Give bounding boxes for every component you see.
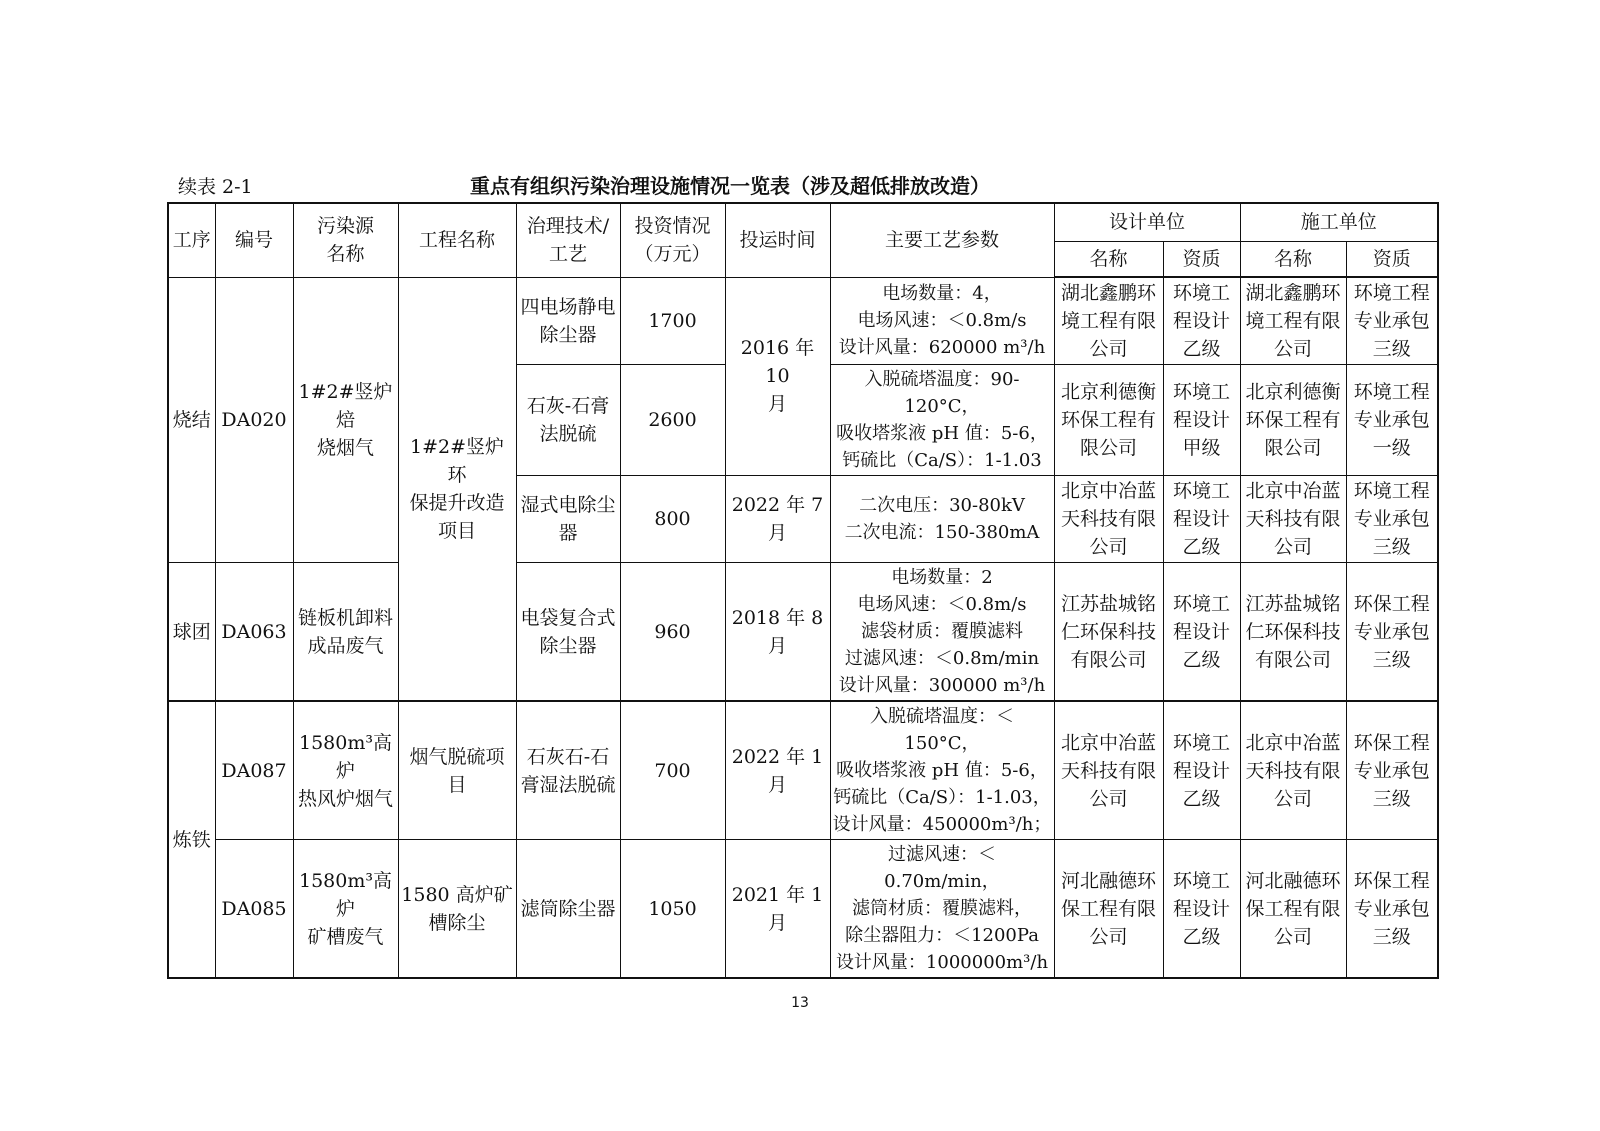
design-qual-cell: 环境工 程设计 乙级 [1163, 563, 1240, 702]
invest-cell: 700 [620, 701, 725, 840]
build-qual-cell: 环境工程 专业承包 一级 [1346, 365, 1438, 476]
code-da087: DA087 [215, 701, 293, 840]
code-da085: DA085 [215, 840, 293, 979]
date-3: 2018 年 8 月 [725, 563, 830, 702]
tech-cell: 石灰石-石 膏湿法脱硫 [516, 701, 620, 840]
invest-cell: 1700 [620, 277, 725, 365]
design-qual-cell: 环境工 程设计 乙级 [1163, 840, 1240, 979]
process-pellet: 球团 [168, 563, 215, 702]
invest-cell: 2600 [620, 365, 725, 476]
date-2: 2022 年 7 月 [725, 476, 830, 563]
build-name-cell: 江苏盐城铭 仁环保科技 有限公司 [1240, 563, 1346, 702]
header-construction-qualification: 资质 [1346, 241, 1438, 277]
design-qual-cell: 环境工 程设计 甲级 [1163, 365, 1240, 476]
invest-cell: 960 [620, 563, 725, 702]
design-name-cell: 北京利德衡 环保工程有 限公司 [1054, 365, 1163, 476]
params-cell: 入脱硫塔温度：90- 120°C， 吸收塔浆液 pH 值：5-6， 钙硫比（Ca/S）：1-1.03 [830, 365, 1054, 476]
header-design-qualification: 资质 [1163, 241, 1240, 277]
header-date: 投运时间 [725, 203, 830, 277]
header-params: 主要工艺参数 [830, 203, 1054, 277]
header-code: 编号 [215, 203, 293, 277]
build-qual-cell: 环境工程 专业承包 三级 [1346, 476, 1438, 563]
tech-cell: 电袋复合式 除尘器 [516, 563, 620, 702]
build-name-cell: 北京中冶蓝 天科技有限 公司 [1240, 701, 1346, 840]
tech-cell: 四电场静电 除尘器 [516, 277, 620, 365]
source-da020: 1#2#竖炉焙 烧烟气 [293, 277, 398, 563]
source-da063: 链板机卸料 成品废气 [293, 563, 398, 702]
project-3: 1580 高炉矿 槽除尘 [398, 840, 516, 979]
params-cell: 电场数量：4， 电场风速：＜0.8m/s 设计风量：620000 m³/h [830, 277, 1054, 365]
date-1: 2016 年 10 月 [725, 277, 830, 476]
tech-cell: 石灰-石膏 法脱硫 [516, 365, 620, 476]
code-da020: DA020 [215, 277, 293, 563]
build-qual-cell: 环保工程 专业承包 三级 [1346, 563, 1438, 702]
table-caption-label: 续表 2-1 [178, 176, 253, 198]
process-ironmaking: 炼铁 [168, 701, 215, 978]
design-qual-cell: 环境工 程设计 乙级 [1163, 277, 1240, 365]
build-name-cell: 北京利德衡 环保工程有 限公司 [1240, 365, 1346, 476]
header-construction-unit: 施工单位 [1240, 203, 1438, 241]
header-project: 工程名称 [398, 203, 516, 277]
build-name-cell: 北京中冶蓝 天科技有限 公司 [1240, 476, 1346, 563]
params-cell: 入脱硫塔温度：＜150°C， 吸收塔浆液 pH 值：5-6， 钙硫比（Ca/S）：1-1.03， 设计风量：450000m³/h； [830, 701, 1054, 840]
source-da087: 1580m³高炉 热风炉烟气 [293, 701, 398, 840]
design-name-cell: 江苏盐城铭 仁环保科技 有限公司 [1054, 563, 1163, 702]
header-construction-name: 名称 [1240, 241, 1346, 277]
build-qual-cell: 环境工程 专业承包 三级 [1346, 277, 1438, 365]
params-cell: 二次电压：30-80kV 二次电流：150-380mA [830, 476, 1054, 563]
design-qual-cell: 环境工 程设计 乙级 [1163, 476, 1240, 563]
header-design-name: 名称 [1054, 241, 1163, 277]
tech-cell: 湿式电除尘 器 [516, 476, 620, 563]
build-qual-cell: 环保工程 专业承包 三级 [1346, 701, 1438, 840]
code-da063: DA063 [215, 563, 293, 702]
project-1: 1#2#竖炉环 保提升改造 项目 [398, 277, 516, 701]
build-name-cell: 河北融德环 保工程有限 公司 [1240, 840, 1346, 979]
build-qual-cell: 环保工程 专业承包 三级 [1346, 840, 1438, 979]
design-name-cell: 河北融德环 保工程有限 公司 [1054, 840, 1163, 979]
params-cell: 过滤风速：＜0.70m/min， 滤筒材质：覆膜滤料， 除尘器阻力：＜1200Pa 设计风量：1000000m³/h [830, 840, 1054, 979]
params-cell: 电场数量：2 电场风速：＜0.8m/s 滤袋材质：覆膜滤料 过滤风速：＜0.8m/min 设计风量：300000 m³/h [830, 563, 1054, 702]
process-sintering: 烧结 [168, 277, 215, 563]
header-design-unit: 设计单位 [1054, 203, 1240, 241]
design-qual-cell: 环境工 程设计 乙级 [1163, 701, 1240, 840]
project-2: 烟气脱硫项 目 [398, 701, 516, 840]
header-invest: 投资情况 （万元） [620, 203, 725, 277]
design-name-cell: 北京中冶蓝 天科技有限 公司 [1054, 476, 1163, 563]
tech-cell: 滤筒除尘器 [516, 840, 620, 979]
header-process: 工序 [168, 203, 215, 277]
page-number: 13 [791, 995, 809, 1011]
build-name-cell: 湖北鑫鹏环 境工程有限 公司 [1240, 277, 1346, 365]
design-name-cell: 北京中冶蓝 天科技有限 公司 [1054, 701, 1163, 840]
date-5: 2021 年 1 月 [725, 840, 830, 979]
pollution-facility-table [167, 202, 1439, 979]
design-name-cell: 湖北鑫鹏环 境工程有限 公司 [1054, 277, 1163, 365]
table-caption-title: 重点有组织污染治理设施情况一览表（涉及超低排放改造） [470, 174, 990, 198]
header-source: 污染源 名称 [293, 203, 398, 277]
header-tech: 治理技术/ 工艺 [516, 203, 620, 277]
invest-cell: 1050 [620, 840, 725, 979]
source-da085: 1580m³高炉 矿槽废气 [293, 840, 398, 979]
date-4: 2022 年 1 月 [725, 701, 830, 840]
invest-cell: 800 [620, 476, 725, 563]
